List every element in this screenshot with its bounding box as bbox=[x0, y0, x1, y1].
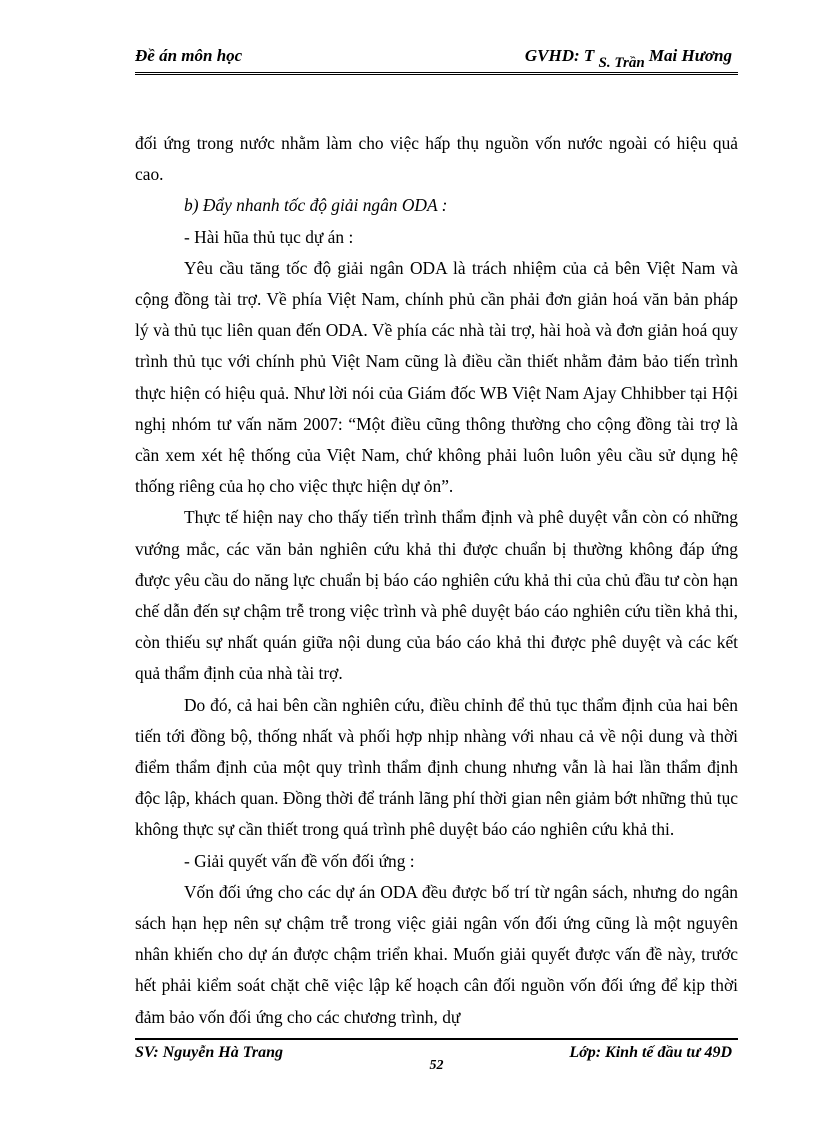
header-supervisor bbox=[524, 46, 732, 71]
footer-class-name: Lớp: Kinh tế đầu tư 49D bbox=[569, 1044, 732, 1061]
page-footer bbox=[135, 1038, 738, 1073]
paragraph-coordination: Do đó, cả hai bên cần nghiên cứu, điều chỉnh để thủ tục thẩm định của hai bên tiến tới đồng bộ, thống nhất và phối hợp nhịp nhàng với nhau cả về nội dung và thời điểm thẩm định của một quy trình thẩm định chung nhưng vẫn là hai lần thẩm định độc lập, khách quan. Đồng thời để tránh lãng phí thời gian nên giảm bớt những thủ tục không thực sự cần thiết trong quá trình phê duyệt báo cáo nghiên cứu khả thi. bbox=[135, 694, 738, 840]
page-header bbox=[135, 44, 738, 75]
paragraph-disbursement-requirement: Yêu cầu tăng tốc độ giải ngân ODA là trách nhiệm của cả bên Việt Nam và cộng đồng tài trợ. Về phía Việt Nam, chính phủ cần phải đơn giản hoá văn bản pháp lý và thủ tục liên quan đến ODA. Về phía các nhà tài trợ, hài hoà và đơn giản hoá quy trình thủ tục với chính phủ Việt Nam cũng là điều cần thiết nhằm đảm bảo tiến trình thực hiện có hiệu quả. Như lời nói của Giám đốc WB Việt Nam Ajay Chhibber tại Hội nghị nhóm tư vấn năm 2007: “Một điều cũng thông thường cho cộng đồng tài trợ là cần xem xét hệ thống của Việt Nam, chứ không phải luôn luôn yêu cầu sử dụng hệ thống riêng của họ cho việc thực hiện dự ỏn”. bbox=[135, 257, 738, 497]
header-course-title: Đề án môn học bbox=[135, 46, 243, 65]
page-number: 52 bbox=[429, 1058, 444, 1073]
subheading-harmonize-procedures: - Hài hũa thủ tục dự án : bbox=[184, 226, 354, 247]
header-supervisor-sub: S. Trần bbox=[598, 55, 645, 71]
document-body bbox=[135, 128, 738, 1033]
header-supervisor-prefix: GVHD: T bbox=[524, 46, 595, 65]
footer-student-name: SV: Nguyễn Hà Trang bbox=[135, 1044, 284, 1061]
paragraph-appraisal-reality: Thực tế hiện nay cho thấy tiến trình thẩm định và phê duyệt vẫn còn có những vướng mắc, các văn bản nghiên cứu khả thi được chuẩn bị thường không đáp ứng được yêu cầu do năng lực chuẩn bị báo cáo nghiên cứu khả thi của chủ đầu tư còn hạn chế dẫn đến sự chậm trễ trong việc trình và phê duyệt báo cáo nghiên cứu tiền khả thi, còn thiếu sự nhất quán giữa nội dung của báo cáo khả thi được phê duyệt và các kết quả thẩm định của nhà tài trợ. bbox=[135, 507, 738, 684]
paragraph-counterpart-funds: Vốn đối ứng cho các dự án ODA đều được bố trí từ ngân sách, nhưng do ngân sách hạn hẹp nên sự chậm trễ trong việc giải ngân vốn đối ứng cũng là một nguyên nhân khiến cho dự án được chậm triển khai. Muốn giải quyết được vấn đề này, trước hết phải kiểm soát chặt chẽ việc lập kế hoạch cân đối nguồn vốn đối ứng để kịp thời đảm bảo vốn đối ứng cho các chương trình, dự bbox=[135, 881, 738, 1027]
subheading-counterpart-funds: - Giải quyết vấn đề vốn đối ứng : bbox=[184, 850, 415, 871]
header-supervisor-name: Mai Hương bbox=[648, 46, 732, 65]
section-heading-b: b) Đẩy nhanh tốc độ giải ngân ODA : bbox=[184, 195, 448, 216]
paragraph-continuation: đối ứng trong nước nhằm làm cho việc hấp thụ nguồn vốn nước ngoài có hiệu quả cao. bbox=[135, 133, 738, 185]
